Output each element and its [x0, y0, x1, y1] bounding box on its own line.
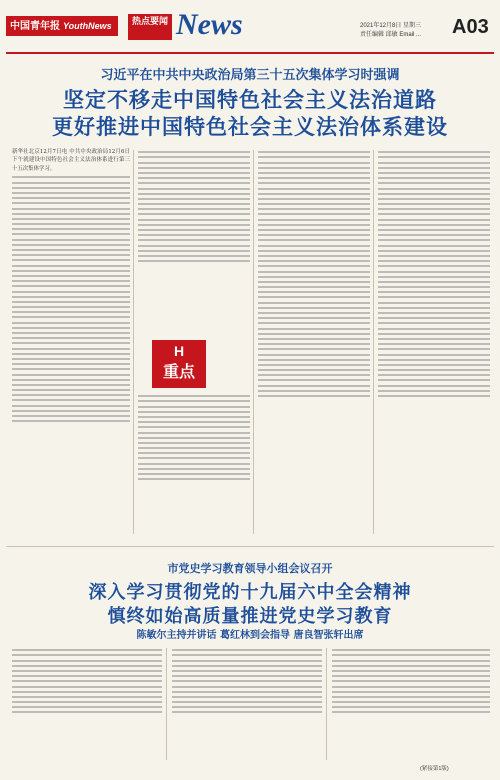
- article1-column-4: [378, 148, 490, 538]
- badge-letter: H: [173, 343, 185, 359]
- article2-headline-line1: 深入学习贯彻党的十九届六中全会精神: [88, 582, 412, 603]
- newspaper-logo: [6, 16, 118, 36]
- mid-rule: [6, 546, 494, 547]
- logo-en: YouthNews: [63, 21, 112, 31]
- article1-headline-line2: 更好推进中国特色社会主义法治体系建设: [52, 114, 448, 139]
- editor-credits: 责任编辑 邱敏 Email ...: [360, 32, 422, 38]
- article2-column-2: [172, 646, 322, 762]
- page-number: A03: [452, 16, 489, 38]
- article2-column-3: [332, 646, 490, 762]
- masthead: [0, 0, 500, 52]
- article1-kicker: 习近平在中共中央政治局第三十五次集体学习时强调: [100, 68, 400, 83]
- article2-column-1: [12, 646, 162, 762]
- article1-lead: 新华社北京12月7日电 中共中央政治局12月6日下午就建设中国特色社会主义法治体系进行第三十五次集体学习。: [12, 149, 130, 172]
- article2-byline: 陈敏尔主持并讲话 葛红林到会指导 唐良智张轩出席: [136, 630, 364, 641]
- article1-column-2b: [138, 392, 250, 538]
- continued-note: (紧接第1版): [420, 766, 449, 772]
- article1-column-1: [12, 148, 130, 538]
- article2-headline-line2: 慎终如始高质量推进党史学习教育: [107, 606, 393, 627]
- section-label-cn: 热点要闻: [128, 14, 172, 40]
- article1-column-3: [258, 148, 370, 538]
- article2-kicker: 市党史学习教育领导小组会议召开: [167, 562, 333, 575]
- article1-column-2: [138, 148, 250, 338]
- badge-text: 重点: [162, 364, 195, 381]
- issue-meta: [360, 22, 446, 40]
- article1-headline-line1: 坚定不移走中国特色社会主义法治道路: [63, 87, 437, 112]
- section-label-en: News: [176, 8, 243, 41]
- top-rule: [6, 52, 494, 54]
- issue-date: 2021年12月8日 星期三: [360, 23, 422, 29]
- logo-text: 中国青年报: [10, 21, 60, 32]
- highlight-badge: [152, 340, 206, 388]
